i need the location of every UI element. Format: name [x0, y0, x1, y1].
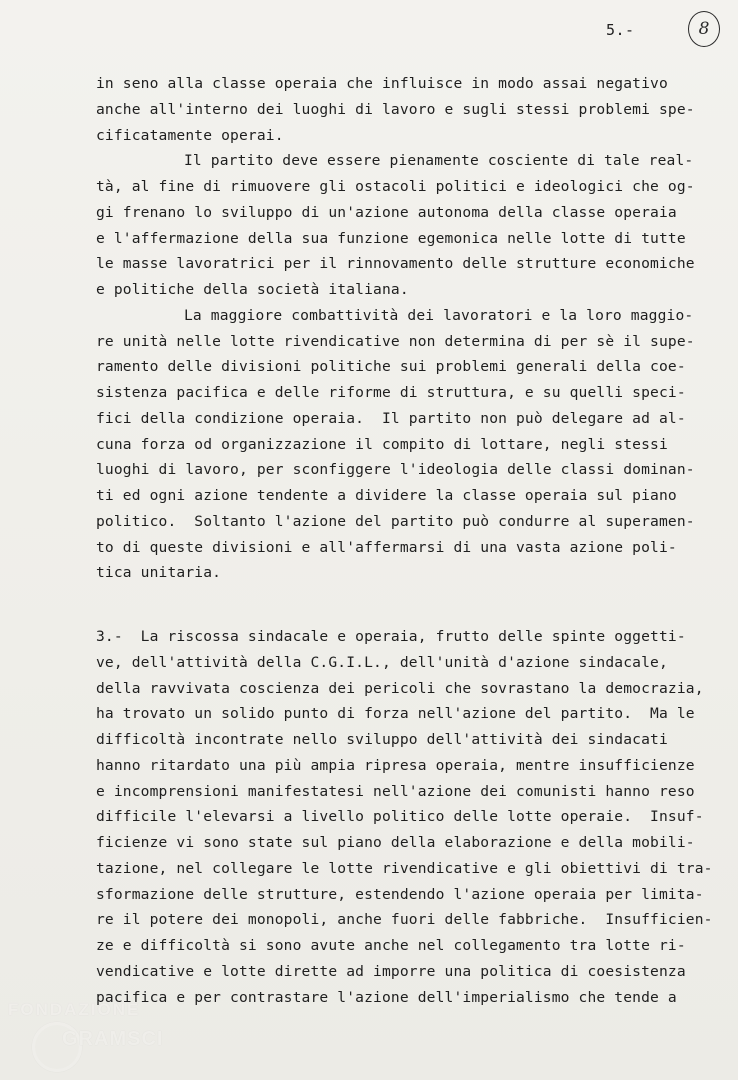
- text-line: ti ed ogni azione tendente a dividere la classe operaia sul piano: [96, 487, 677, 504]
- text-line: tica unitaria.: [96, 564, 222, 582]
- text-line: le masse lavoratrici per il rinnovamento delle strutture economiche: [96, 255, 695, 273]
- watermark-text-bottom: GRAMSCI: [62, 1028, 164, 1050]
- text-line: difficoltà incontrate nello sviluppo dell'attività dei sindacati: [96, 731, 668, 748]
- text-line: La maggiore combattività dei lavoratori e la loro maggio-: [184, 306, 694, 324]
- text-line: sformazione delle strutture, estendendo l'azione operaia per limita-: [96, 885, 704, 903]
- text-line: hanno ritardato una più ampia ripresa operaia, mentre insufficienze: [96, 756, 695, 774]
- text-line: re il potere dei monopoli, anche fuori delle fabbriche. Insufficien-: [96, 911, 713, 929]
- text-line: ficienze vi sono state sul piano della elaborazione e della mobili-: [96, 834, 695, 851]
- text-line: to di queste divisioni e all'affermarsi di una vasta azione poli-: [96, 538, 677, 556]
- text-line: della ravvivata coscienza dei pericoli che sovrastano la democrazia,: [96, 679, 704, 697]
- paragraph-block-1: [96, 71, 706, 586]
- text-line: ha trovato un solido punto di forza nell'azione del partito. Ma le: [96, 705, 695, 723]
- text-line: cificatamente operai.: [96, 126, 284, 144]
- text-line: tazione, nel collegare le lotte rivendicative e gli obiettivi di tra-: [96, 859, 713, 877]
- text-line: luoghi di lavoro, per sconfiggere l'ideologia delle classi dominan-: [96, 461, 695, 479]
- text-line: politico. Soltanto l'azione del partito può condurre al superamen-: [96, 512, 695, 530]
- text-line: Il partito deve essere pienamente cosciente di tale real-: [184, 152, 694, 170]
- text-line: e l'affermazione della sua funzione egemonica nelle lotte di tutte: [96, 229, 686, 247]
- text-line: cuna forza od organizzazione il compito di lottare, negli stessi: [96, 435, 668, 453]
- text-line: e politiche della società italiana.: [96, 281, 409, 298]
- page-number: 5.-: [606, 21, 635, 39]
- text-line: ve, dell'attività della C.G.I.L., dell'unità d'azione sindacale,: [96, 653, 668, 671]
- text-line: gi frenano lo sviluppo di un'azione autonoma della classe operaia: [96, 203, 677, 221]
- text-line: re unità nelle lotte rivendicative non determina di per sè il supe-: [96, 332, 695, 350]
- archive-watermark: [6, 1000, 196, 1070]
- watermark-text-top: FONDAZIONE: [8, 1000, 141, 1019]
- text-line: pacifica e per contrastare l'azione dell'imperialismo che tende a: [96, 988, 677, 1006]
- text-line: in seno alla classe operaia che influisce in modo assai negativo: [96, 75, 668, 92]
- text-line: tà, al fine di rimuovere gli ostacoli politici e ideologici che og-: [96, 178, 695, 195]
- folio-circled-number: 8: [688, 11, 720, 47]
- text-line: fici della condizione operaia. Il partito non può delegare ad al-: [96, 409, 686, 427]
- text-line: ze e difficoltà si sono avute anche nel collegamento tra lotte ri-: [96, 937, 686, 954]
- text-line: 3.- La riscossa sindacale e operaia, frutto delle spinte oggetti-: [96, 628, 686, 645]
- text-line: ramento delle divisioni politiche sui problemi generali della coe-: [96, 358, 686, 376]
- paragraph-block-2: [96, 624, 713, 1010]
- text-line: vendicative e lotte dirette ad imporre una politica di coesistenza: [96, 962, 686, 980]
- text-line: e incomprensioni manifestatesi nell'azione dei comunisti hanno reso: [96, 782, 695, 800]
- text-line: anche all'interno dei luoghi di lavoro e sugli stessi problemi spe-: [96, 100, 695, 118]
- text-line: sistenza pacifica e delle riforme di struttura, e su quelli speci-: [96, 384, 686, 401]
- text-line: difficile l'elevarsi a livello politico delle lotte operaie. Insuf-: [96, 808, 704, 826]
